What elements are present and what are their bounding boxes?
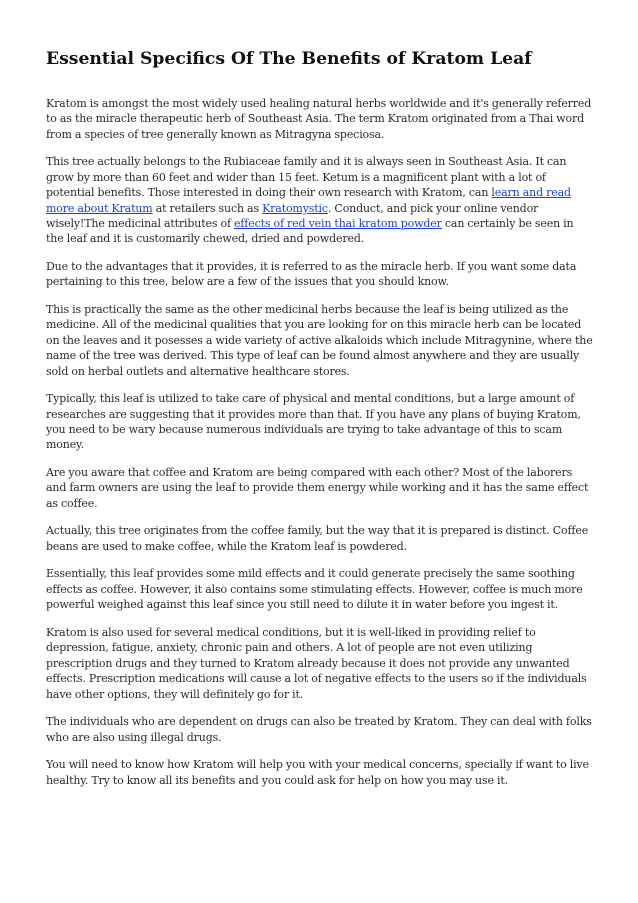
paragraph-text: at retailers such as [152, 201, 263, 215]
paragraph-text: This tree actually belongs to the Rubiaceae family and it is always seen in Southeast Asia. It can grow by more than 60 feet and wider than 15 feet. Ketum is a magnificent plant with a lot of potential benefits. Those interested in doing their own research with Kratom, can [46, 155, 567, 200]
paragraph-tree-description [46, 154, 594, 246]
kratomystic-link[interactable]: Kratomystic [262, 201, 328, 215]
red-vein-effects-link[interactable]: effects of red vein thai kratom powder [234, 217, 442, 231]
paragraph-medicinal-leaf: This is practically the same as the other medicinal herbs because the leaf is being utilized as the medicine. All of the medicinal qualities that you are looking for on this miracle herb can be located on the leaves and it posesses a wide variety of active alkaloids which include Mitragynine, where the name of the tree was derived. This type of leaf can be found almost anywhere and they are usually sold on herbal outlets and alternative healthcare stores. [46, 303, 593, 378]
paragraph-conditions: Typically, this leaf is utilized to take care of physical and mental conditions, but a large amount of researches are suggesting that it provides more than that. If you have any plans of buying Kratom, you need to be wary because numerous individuals are trying to take advantage of this to scam money. [46, 392, 581, 452]
paragraph-coffee-family: Actually, this tree originates from the coffee family, but the way that it is prepared is distinct. Coffee beans are used to make coffee, while the Kratom leaf is powdered. [46, 524, 589, 553]
paragraph-effects: Essentially, this leaf provides some mild effects and it could generate precisely the same soothing effects as coffee. However, it also contains some stimulating effects. However, coffee is much more powerful weighed against this leaf since you still need to dilute it in water before you ingest it. [46, 567, 583, 612]
paragraph-coffee-comparison: Are you aware that coffee and Kratom are being compared with each other? Most of the laborers and farm owners are using the leaf to provide them energy while working and it has the same effect as coffee. [46, 466, 589, 510]
paragraph-text: can certainly be seen in the leaf and it is customarily chewed, dried and powdered. [46, 217, 574, 246]
learn-more-link[interactable]: learn and read more about Kratum [46, 186, 571, 215]
page-title: Essential Specifics Of The Benefits of Kratom Leaf [46, 49, 532, 69]
document-page [46, 48, 594, 800]
paragraph-text: . Conduct, and pick your online vendor wisely!The medicinal attributes of [46, 201, 539, 231]
paragraph-intro: Kratom is amongst the most widely used healing natural herbs worldwide and it's generally referred to as the miracle therapeutic herb of Southeast Asia. The term Kratom originated from a Thai word from a species of tree generally known as Mitragyna speciosa. [46, 97, 592, 141]
paragraph-miracle-herb: Due to the advantages that it provides, it is referred to as the miracle herb. If you want some data pertaining to this tree, below are a few of the issues that you should know. [46, 260, 577, 289]
paragraph-drug-dependence: The individuals who are dependent on drugs can also be treated by Kratom. They can deal with folks who are also using illegal drugs. [46, 715, 592, 744]
paragraph-closing: You will need to know how Kratom will help you with your medical concerns, specially if want to live healthy. Try to know all its benefits and you could ask for help on how you may use it. [46, 758, 589, 787]
paragraph-medical-uses: Kratom is also used for several medical conditions, but it is well-liked in providing relief to depression, fatigue, anxiety, chronic pain and others. A lot of people are not even utilizing prescription drugs and they turned to Kratom already because it does not provide any unwanted effects. Prescription medications will cause a lot of negative effects to the users so if the individuals have other options, they will definitely go for it. [46, 625, 587, 701]
